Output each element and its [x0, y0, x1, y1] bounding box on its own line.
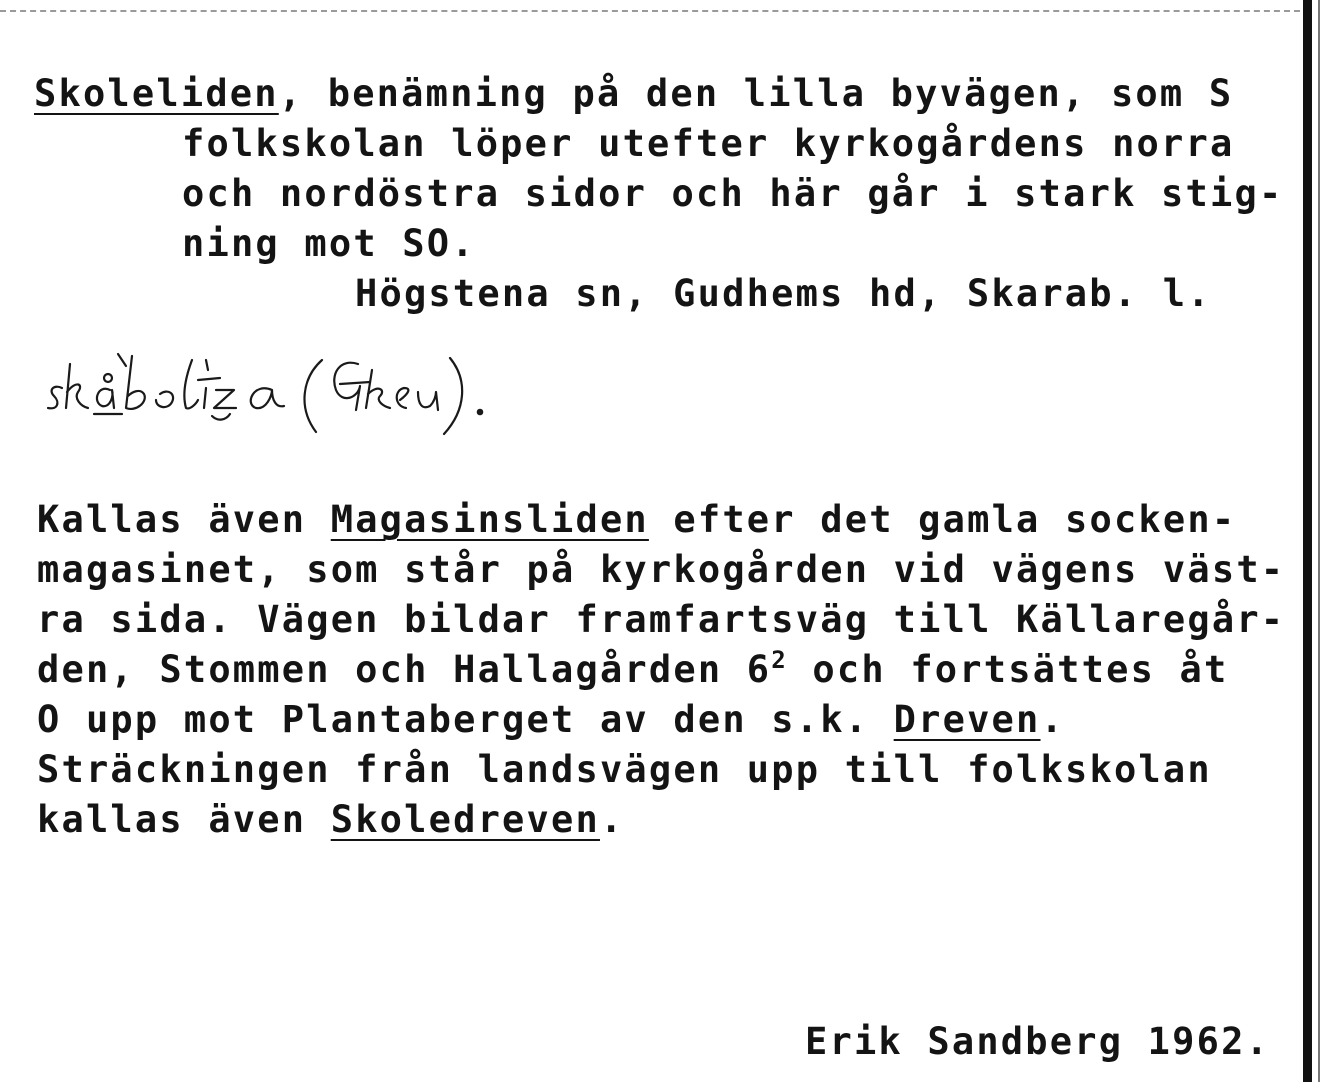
paragraph-line-2: magasinet, som står på kyrkogården vid vägens väst- [37, 548, 1286, 591]
dreven-term: Dreven [893, 698, 1041, 741]
handwritten-note [40, 350, 620, 445]
signature: Erik Sandberg 1962. [805, 1020, 1271, 1063]
entry-line-2: folkskolan löper utefter kyrkogårdens norra [182, 122, 1235, 165]
entry-line-3: och nordöstra sidor och här går i stark stig- [182, 172, 1284, 215]
paragraph-line-6: Sträckningen från landsvägen upp till folkskolan [37, 748, 1212, 791]
superscript: 2 [771, 646, 788, 674]
paragraph-line-4-start: den, Stommen och Hallagården 6 [37, 648, 772, 691]
paragraph-line-7-end: . [599, 798, 625, 841]
skoledreven-term: Skoledreven [330, 798, 600, 841]
entry-line-4: ning mot SO. [182, 222, 476, 265]
paragraph-line-1 [37, 498, 1236, 542]
paragraph-line-4 [37, 648, 1229, 692]
paragraph-line-5-start: O upp mot Plantaberget av den s.k. [37, 698, 894, 741]
card-top-edge [0, 10, 1300, 12]
magasinsliden-term: Magasinsliden [330, 498, 649, 541]
entry-line-1 [34, 72, 1233, 116]
card-right-edge [1303, 0, 1312, 1082]
entry-line-1-text: , benämning på den lilla byvägen, som S [278, 72, 1234, 115]
paragraph-line-3: ra sida. Vägen bildar framfartsväg till Källaregår- [37, 598, 1286, 641]
paragraph-line-5 [37, 698, 1065, 742]
location-line: Högstena sn, Gudhems hd, Skarab. l. [355, 272, 1212, 315]
card-right-edge-shadow [1318, 0, 1320, 1082]
paragraph-line-1-end: efter det gamla socken- [648, 498, 1237, 541]
paragraph-line-1-start: Kallas även [37, 498, 331, 541]
paragraph-line-7-start: kallas även [37, 798, 331, 841]
paragraph-line-5-end: . [1040, 698, 1065, 741]
paragraph-line-4-end: och fortsättes åt [787, 648, 1229, 691]
paragraph-line-7 [37, 798, 624, 842]
headword: Skoleliden [34, 72, 279, 115]
